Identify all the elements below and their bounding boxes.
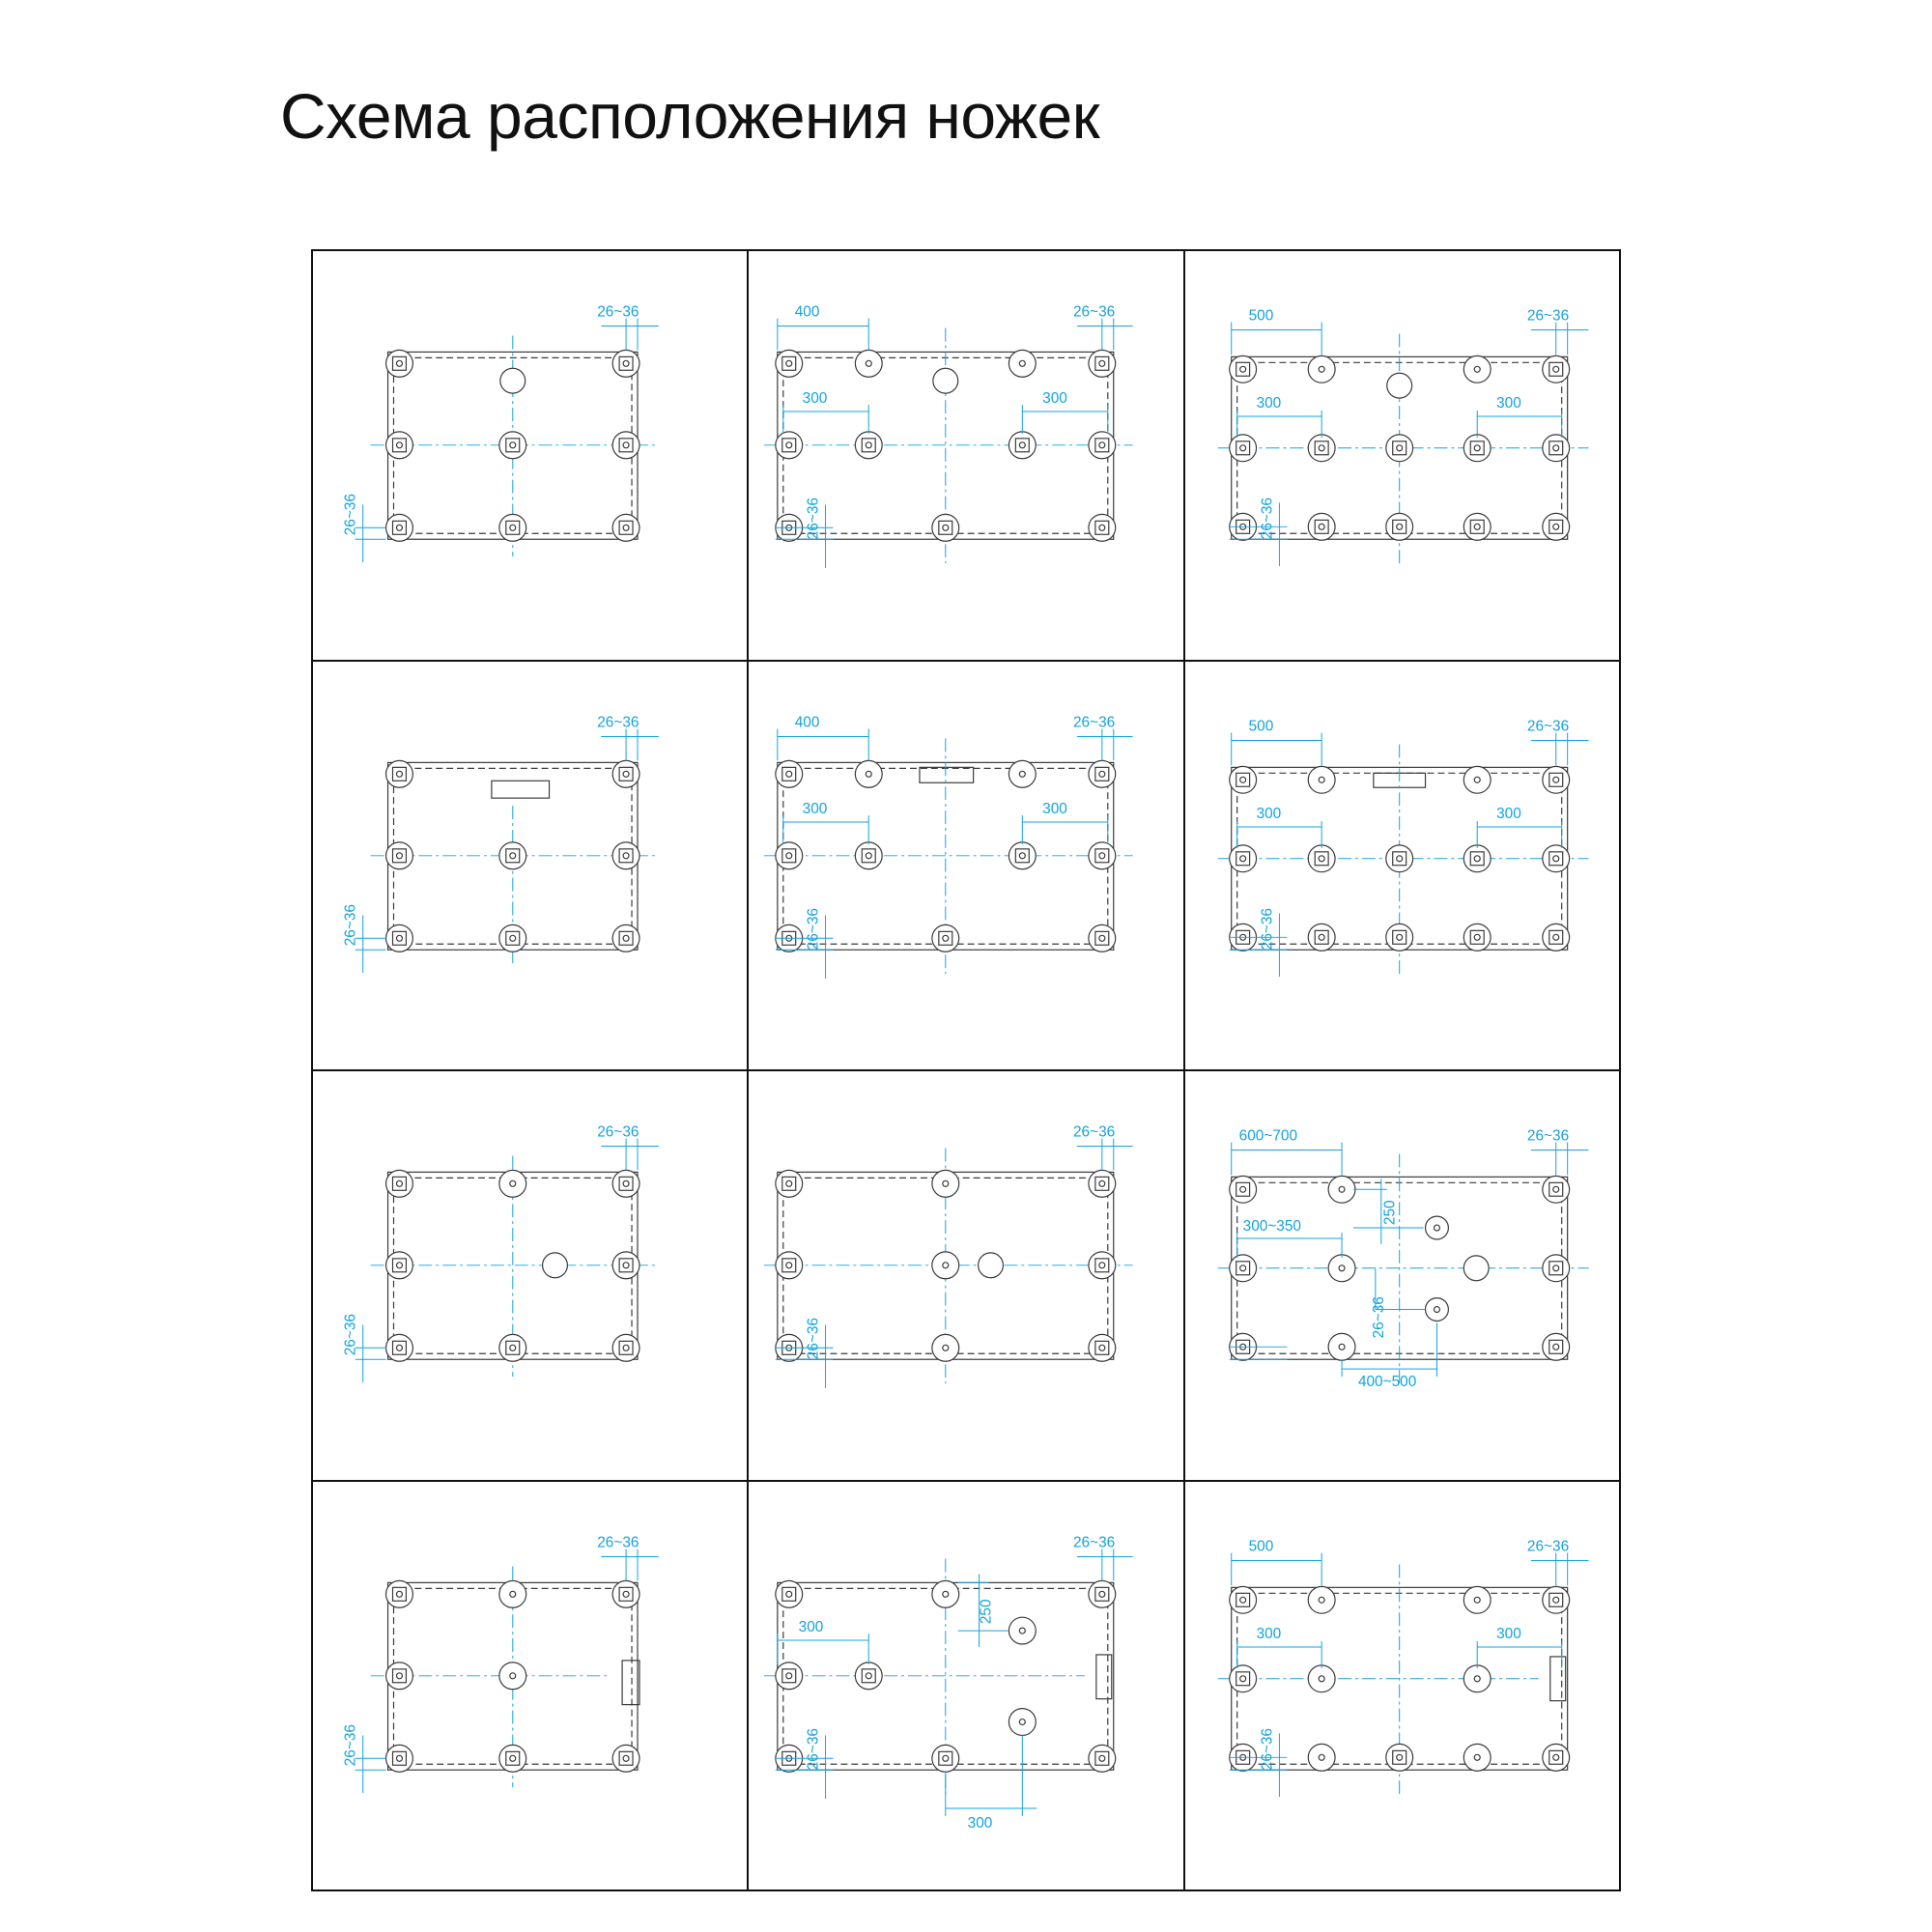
dimension-label: 300 <box>1042 390 1068 408</box>
dimension-label: 26~36 <box>1073 1123 1116 1141</box>
dimension-label: 26~36 <box>1259 1727 1276 1770</box>
dimension-label: 26~36 <box>805 1727 822 1770</box>
diagram-cell-3-3 <box>1185 1071 1621 1482</box>
dimension-label: 26~36 <box>1526 307 1569 325</box>
diagram-cell-4-2 <box>749 1482 1184 1892</box>
dimension-label: 500 <box>1248 307 1273 325</box>
dimension-label: 26~36 <box>597 303 639 321</box>
dimension-label: 26~36 <box>342 1314 359 1356</box>
dimension-label: 500 <box>1248 1538 1273 1555</box>
dimension-label: 300 <box>967 1814 993 1832</box>
diagram-cell-3-2 <box>749 1071 1184 1482</box>
dimension-label: 26~36 <box>342 1723 359 1766</box>
dimension-label: 26~36 <box>805 907 822 950</box>
dimension-label: 300~350 <box>1242 1218 1301 1236</box>
dimension-label: 300 <box>1495 805 1521 822</box>
dimension-label: 400 <box>795 303 820 321</box>
dimension-label: 600~700 <box>1238 1127 1297 1145</box>
diagram-cell-1-2 <box>749 251 1184 662</box>
dimension-label: 500 <box>1248 718 1273 735</box>
dimension-label: 26~36 <box>1073 1534 1116 1551</box>
dimension-label: 26~36 <box>342 494 359 536</box>
diagram-cell-2-2 <box>749 662 1184 1072</box>
dimension-label: 26~36 <box>805 1318 822 1360</box>
dimension-label: 250 <box>978 1598 995 1624</box>
dimension-label: 26~36 <box>342 903 359 946</box>
dimension-label: 250 <box>1381 1200 1399 1226</box>
dimension-label: 26~36 <box>1370 1296 1387 1339</box>
dimension-label: 26~36 <box>1073 714 1116 731</box>
dimension-label: 300 <box>1256 805 1281 822</box>
dimension-label: 26~36 <box>597 714 639 731</box>
dimension-label: 300 <box>1042 800 1068 817</box>
dimension-label: 26~36 <box>1259 497 1276 540</box>
diagram-cell-4-1 <box>313 1482 749 1892</box>
diagram-cell-1-3 <box>1185 251 1621 662</box>
dimension-label: 26~36 <box>1526 718 1569 735</box>
diagram-cell-4-3 <box>1185 1482 1621 1892</box>
diagram-grid <box>311 249 1621 1891</box>
page-title: Схема расположения ножек <box>280 80 1100 152</box>
dimension-label: 26~36 <box>1526 1538 1569 1555</box>
dimension-label: 26~36 <box>805 497 822 540</box>
dimension-label: 400 <box>795 714 820 731</box>
dimension-label: 300 <box>1495 1625 1521 1642</box>
dimension-label: 300 <box>1256 1625 1281 1642</box>
dimension-label: 26~36 <box>1073 303 1116 321</box>
dimension-label: 300 <box>802 800 828 817</box>
dimension-label: 26~36 <box>597 1534 639 1551</box>
diagram-cell-2-1 <box>313 662 749 1072</box>
dimension-label: 300 <box>1256 395 1281 412</box>
dimension-label: 26~36 <box>1259 907 1276 950</box>
dimension-label: 26~36 <box>597 1123 639 1141</box>
dimension-label: 26~36 <box>1526 1127 1569 1145</box>
diagram-cell-2-3 <box>1185 662 1621 1072</box>
dimension-label: 300 <box>802 390 828 408</box>
diagram-cell-3-1 <box>313 1071 749 1482</box>
diagram-cell-1-1 <box>313 251 749 662</box>
dimension-label: 300 <box>799 1618 824 1635</box>
dimension-label: 400~500 <box>1357 1374 1416 1391</box>
dimension-label: 300 <box>1495 395 1521 412</box>
